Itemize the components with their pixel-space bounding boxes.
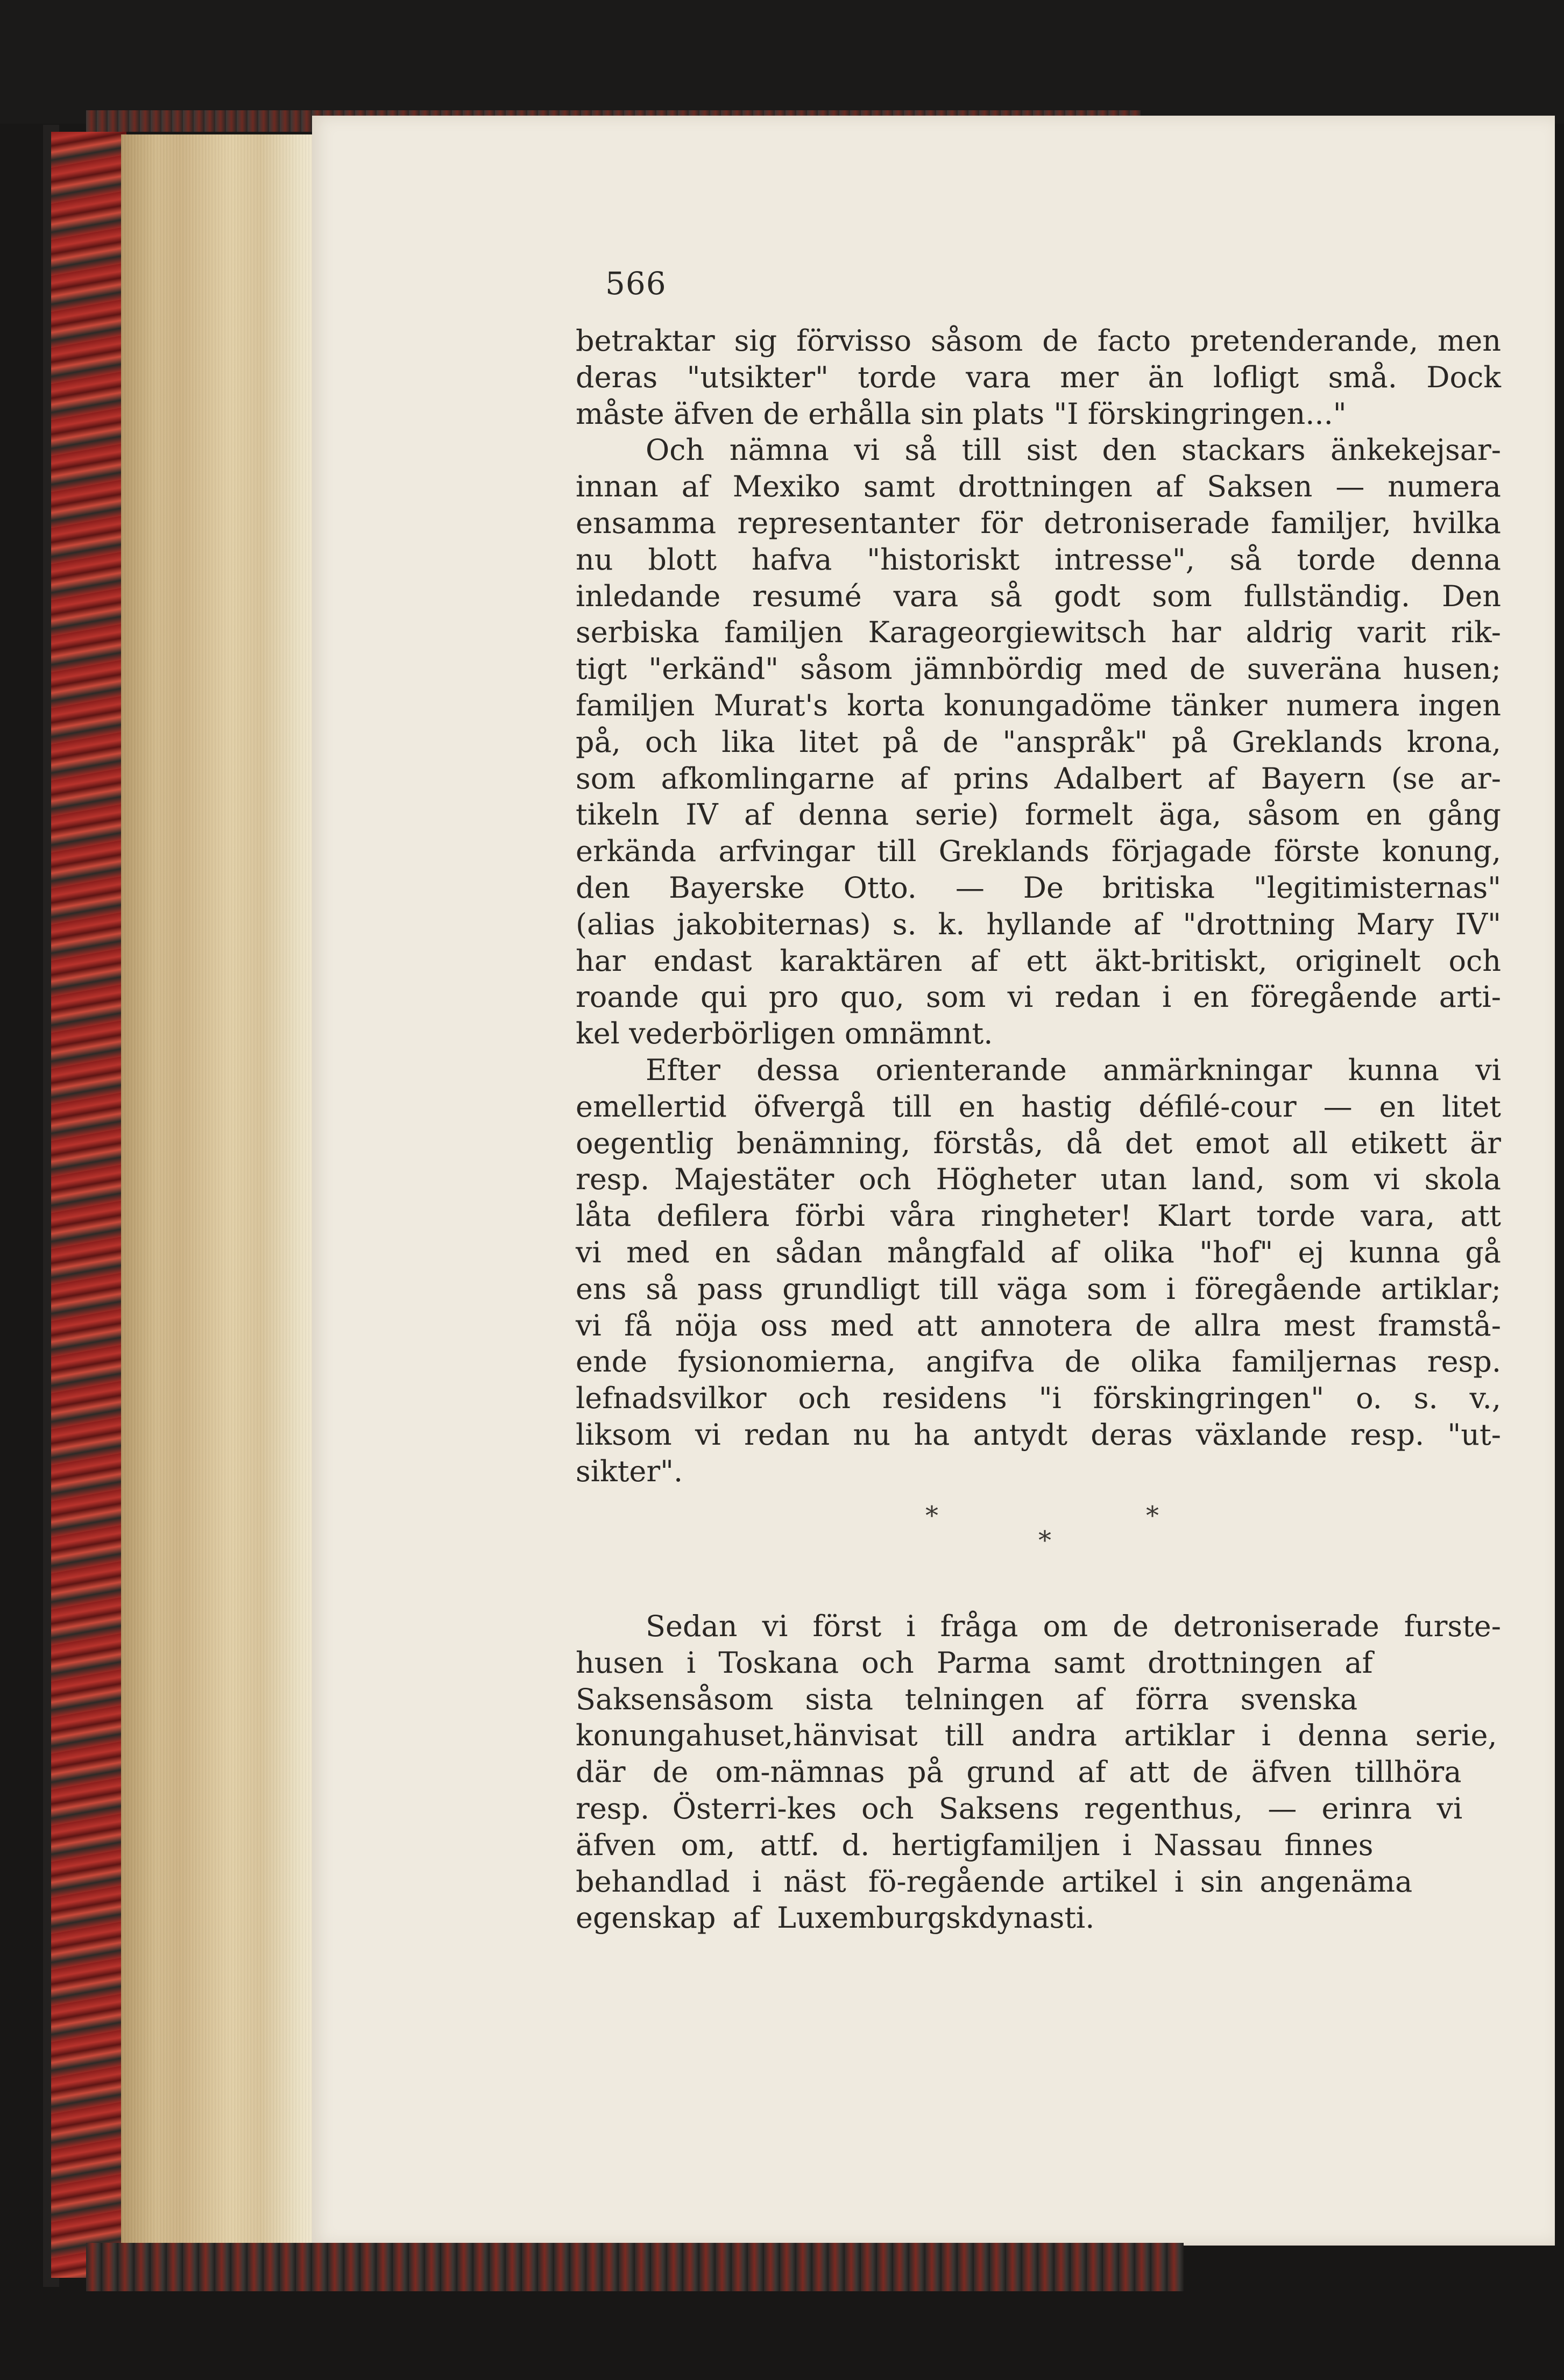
body-text-upper xyxy=(576,323,1501,1490)
text-line: liksom vi redan nu ha antydt deras växlande resp. "ut- xyxy=(576,1417,1501,1452)
marbled-book-edge xyxy=(51,132,126,2278)
text-line: vi få nöja oss med att annotera de allra mest framstå- xyxy=(576,1308,1501,1342)
text-line: erkända arfvingar till Greklands förjagade förste konung, xyxy=(576,834,1501,869)
text-line: nämnas på grund af att de äfven tillhöra resp. Österri- xyxy=(576,1755,1462,1825)
body-text-lower xyxy=(576,1608,1501,1936)
paragraph-1 xyxy=(576,323,1501,432)
text-line: kel vederbörligen omnämnt. xyxy=(576,1017,993,1051)
text-line: lefnadsvilkor och residens "i förskingringen" o. s. v., xyxy=(576,1381,1501,1416)
text-line: nu blott hafva "historiskt intresse", så torde denna xyxy=(576,542,1501,577)
paragraph-2 xyxy=(576,432,1501,1052)
text-line: innan af Mexiko samt drottningen af Saksen — numera xyxy=(576,470,1501,504)
paragraph-4 xyxy=(576,1608,1501,1936)
text-line: tigt "erkänd" såsom jämnbördig med de suveräna husen; xyxy=(576,652,1501,686)
text-line: deras "utsikter" torde vara mer än lofligt små. Dock xyxy=(576,360,1501,394)
text-line: sikter". xyxy=(576,1454,683,1488)
text-line: låta defilera förbi våra ringheter! Klart torde vara, att xyxy=(576,1199,1501,1233)
separator-asterisk: * xyxy=(925,1501,938,1531)
text-line: kes och Saksens regenthus, — erinra vi äfven om, att xyxy=(576,1791,1463,1862)
text-line: oegentlig benämning, förstås, då det emot all etikett är xyxy=(576,1126,1501,1160)
text-line: ensamma representanter för detroniserade familjer, hvilka xyxy=(576,506,1501,540)
text-line: tikeln IV af denna serie) formelt äga, såsom en gång xyxy=(576,798,1501,832)
text-line: f. d. hertigfamiljen i Nassau finnes behandlad i näst fö- xyxy=(576,1828,1374,1899)
page-leaves-edge xyxy=(121,134,320,2243)
text-line: den Bayerske Otto. — De britiska "legitimisternas" xyxy=(576,870,1501,905)
text-line: måste äfven de erhålla sin plats "I förskingringen..." xyxy=(576,396,1347,431)
background xyxy=(0,0,1564,124)
text-line: regående artikel i sin angenäma egenskap af Luxemburgsk xyxy=(576,1864,1413,1935)
text-line: resp. Majestäter och Högheter utan land, som vi skola xyxy=(576,1162,1501,1197)
paragraph-3 xyxy=(576,1052,1501,1490)
text-line: på, och lika litet på de "anspråk" på Greklands krona, xyxy=(576,724,1501,759)
text-line: hänvisat till andra artiklar i denna serie, där de om- xyxy=(576,1718,1497,1789)
text-line: som afkomlingarne af prins Adalbert af Bayern (se ar- xyxy=(576,761,1501,795)
text-line: (alias jakobiternas) s. k. hyllande af "drottning Mary IV" xyxy=(576,907,1501,941)
text-line: serbiska familjen Karageorgiewitsch har aldrig varit rik- xyxy=(576,615,1501,650)
separator-asterisk: * xyxy=(1146,1501,1159,1531)
text-line: Och nämna vi så till sist den stackars änkekejsar- xyxy=(646,433,1501,467)
separator-asterisk: * xyxy=(1038,1525,1051,1555)
text-line: har endast karaktären af ett äkt-britiskt, originelt och xyxy=(576,943,1501,978)
text-line: ende fysionomierna, angifva de olika familjernas resp. xyxy=(576,1345,1501,1379)
text-line: betraktar sig förvisso såsom de facto pretenderande, men xyxy=(576,324,1501,358)
text-line: vi med en sådan mångfald af olika "hof" ej kunna gå xyxy=(576,1235,1501,1269)
text-line: Efter dessa orienterande anmärkningar kunna vi xyxy=(646,1053,1501,1087)
page-number: 566 xyxy=(605,265,667,302)
text-line: såsom sista telningen af förra svenska konungahuset, xyxy=(576,1682,1358,1753)
text-line: husen i Toskana och Parma samt drottningen af Saksen xyxy=(576,1645,1373,1716)
text-line: roande qui pro quo, som vi redan i en föregående arti- xyxy=(576,980,1501,1014)
book-bottom-edge xyxy=(86,2243,1184,2291)
text-line: dynasti. xyxy=(978,1901,1095,1935)
text-line: Sedan vi först i fråga om de detroniserade furste- xyxy=(646,1609,1501,1643)
section-separator xyxy=(893,1501,1194,1565)
text-line: familjen Murat's korta konungadöme tänker numera ingen xyxy=(576,688,1501,722)
text-line: inledande resumé vara så godt som fullständig. Den xyxy=(576,579,1501,613)
text-line: emellertid öfvergå till en hastig défilé-cour — en litet xyxy=(576,1089,1501,1124)
text-line: ens så pass grundligt till väga som i föregående artiklar; xyxy=(576,1271,1501,1306)
